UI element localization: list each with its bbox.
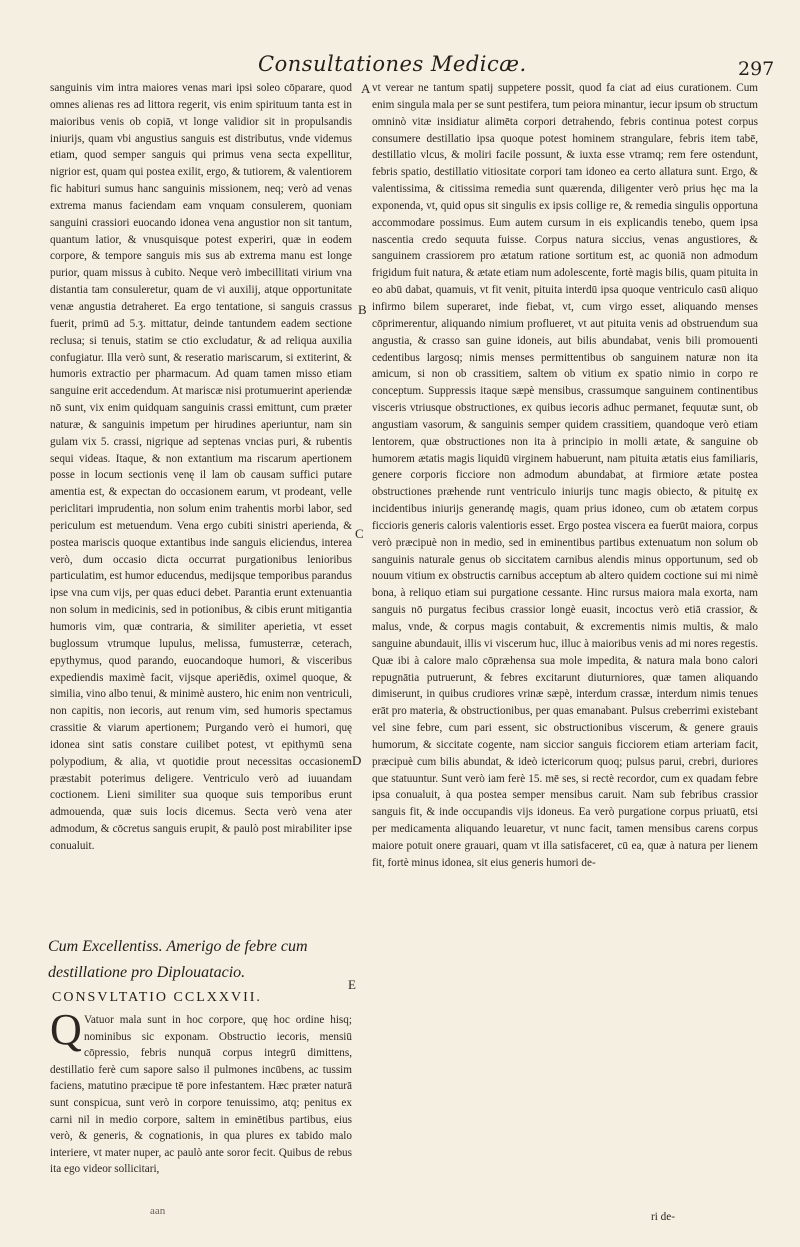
consultation-body-text: Vatuor mala sunt in hoc corpore, quę hoc ordine hisq; nominibus sic exponam. Obstructio iecoris, mensiū cōpressio, febris nunquā corpus integrū dimittens, destillatio ferè cum sapore salso il pulmones incūbens, ac tussim faciens, matutino præcipue tē pore infestantem. Hæc præter naturā sunt conspicua, sunt verò in corpore tenuissimo, atq; penitus ex carni nil in medio corpore, saltem in eminētibus partibus, eius verò, & generis, & cognationis, in qua plures ex tabido malo interiere, vt mater nuper, ac paulò ante soror fecit. Quibus de rebus ita ego videor sollicitari, <box>50 1014 352 1176</box>
signature-mark: aan <box>150 1205 166 1217</box>
right-column-text: vt verear ne tantum spatij suppetere possit, quod fa ciat ad eius curationem. Cum enim singula mala per se sunt pestifera, tum peiora minantur, iecur ipsum ob structum omninò vitæ insidiatur alimēta corpori detrahendo, febris continua potest corpus consumere destillatio ipsa quoque potest hominem strangulare, febris item tabē, destillatio vlcus, & moliri facile possunt, & iuxta esse vtramq; rem fere ostendunt, febris spatio, destillatio vitiositate corpori tam idoneo ea certo allatura sunt. Ergo, & valentissima, & citissima remedia sunt quærenda, diligenter verò prius hęc ma la exponenda, vt, quid opus sit singulis ex ipsis collige re, & remedia singulis opportuna accommodare possimus. Eum autem cursum in eis explicandis tenebo, quem ipsa nascentia credo sequuta fuisse. Corpus natura siccius, venas angustiores, & sanguinem crassiorem pro ætatum ratione sortitum est, ac quoniā non admodum frigidum fuit natura, & ætate etiam num adolescente, fortè magis bilis, quam pituita in eo abū dabat, quamuis, vt fit venit, pituita interdū ipsa quoque ventriculo casū aliquo infirmo bilem superaret, inde fiebat, vt, cum virgo esset, aliquando menses cōprimerentur, aliquando nimium proflueret, vt aut pituita venis ad obstruendum sua angustia, & crasso san guine idoneis, aut bilis abundabat, venis bili promouenti cedentibus largosq; nimis menses permittentibus ob sanguinem naturæ non ita amicum, si non ob crassitiem, saltem ob vitium ex spatio nimio in corpo re conceptum. Suppressis itaque sæpè mensibus, crassumque sanguinem continentibus visceris vtriusque obstructiones, ex quibus iecoris adhuc permanet, fequutæ sunt, ob angustiam vasorum, & sanguinis semper quidem crassitiem, quandoque verò etiam lentorem, quæ obstructiones non ita à principio in molli ætate, & sanguine ob humorem ætatis magis liquidū virginem habuerunt, nam pituita ætatis eius familiaris, genere corporis ficciore non admodum abundabat, at firmiore ætate postea obstructiones præhende runt ventriculo iniurijs tunc magis obiecto, & pituitę ex incidentibus iniurijs generandę magis, quam prius idoneo, cum ob ætatem corpus ficcioris generis caloris valentioris esset. Ergo postea viscera ea fuerūt maiora, corpus verò præcipuè non in medio, sed in eminentibus partibus extenuatum non solum ob sanguinis naturale genus ob siccitatem carnibus alendis minus opportunum, sed ob nouum vitium ex obstructis carnibus acceptum ab altero quidem coctione sui mi nimè bona, à reliquo etiam sui purgatione cessante. Hinc rursus maiora mala exorta, nam sanguis nō purgatus fecibus crassior longè euasit, incoctus verò etiā crassior, & malus, vnde, & corpus magis contabuit, & excrementis nimis multis, & malo sanguine abundauit, illis vi viscerum huc, illuc à maioribus venis ad mi nores regestis. Quæ ibi à calore malo cōpræhensa sua mole impedita, & natura mala bono calori repugnātia putruerunt, & febres excitarunt diuturniores, quæ tamen aliquando dimiserunt, in quibus crudiores vrinæ sæpè, interdum crassæ, interdum nimis tenues erāt pro materia, & obstructionibus, per quas emanabant. Pulsus creberrimi existebant vel sine febre, cum pari essent, sic obstructionibus viscerum, & genere grauis humorum, & siccitate cogente, nam siccior sanguis ficciorem etiam arteriam facit, præcipuè cum bilis abundat, & ideò ictericorum quoq; pulsus parui, crebri, duriores que statuuntur. Sunt verò iam ferè 15. mē ses, si rectè recordor, cum ex quadam febre ipsa conualuit, à qua postea semper mensibus caruit. Nam sub febribus crassior sanguis fit, & inde occupandis vijs idoneus. Ea verò purgatione corpus priuatū, etsi per medicamenta aliquando leuaretur, vt nunc facit, tamen mensibus carens corpus maiore potuit onere grauari, quam vt illa satisfaceret, cū ea, quæ à natura per lienem fit, fortè minus idonea, sit eius generis humori de- <box>372 82 758 869</box>
margin-marker-e: E <box>348 977 356 992</box>
left-column-text: sanguinis vim intra maiores venas mari ipsi soleo cōparare, quod omnes alienas res ad littora regerit, vis enim spirituum tanta est in maioribus venis ob copiā, vt longe validior sit in propulsandis iniurijs, quam vbi angustius sanguis est distributus, vnde videmus etiam, quod semper sanguis qui primus vena secta expellitur, nigrior est, quam qui postea exilit, ergo, & tutiorem, & valentiorem fic habituri sumus hanc sanguinis missionem, neq; verò ad venas extrema manus faciendam eam vnquam consulerem, quoniam sanguini crassiori euocando idonea vena angustior non sit tantum, quantum latior, & vnusquisque potest experiri, quæ in eodem corpore, & tempore sanguis mis sus ab extrema manu est longe purior, quam missus à cubito. Neque verò imbecillitati virium vna distantia tam consuleretur, quam de vi auxilij, atque opportunitate venæ angustia detraheret. Ea ergo tentatione, si sanguis crassus fuerit, primū ad 5.ʒ. mittatur, deinde tantundem eadem sectione reclusa; si tenuis, statim se ctio excludatur, & ad reliqua auxilia confugiatur. Illa verò sunt, & reseratio mariscarum, si extiterint, & humoris extractio per pharmacum. Ad quam tamen misso etiam sanguine erit accedendum. At mariscæ nisi protumuerint aperiendæ nō sunt, vix enim quidquam sanguinis crassi emittunt, cum præter naturæ, & sanguinis impetum per hirudines aperiuntur, nam sin gulam vix 5. crassi, nigrique ad septenas vncias puri, & rubentis sequi videas. Itaque, & non extantium ma riscarum apertionem posse in locum sectionis venę il lam ob causam suffici putare amentia est, & expectan do occasionem earum, vt prodeant, velle periclitari imprudentia, non solum enim trahentis morbi labor, sed periculum est metuendum. Vena ergo cubiti sinistri aperienda, & postea mariscis quoque extantibus inde sanguis eliciendus, interea verò, dum occasio dicta occurrat purgationibus lenioribus particulatim, est humor educendus, medijsque temporibus parandus ipse vna cum vijs, per quas educi debet. Parantia erunt extenuantia non solum in medicinis, sed in potionibus, & cibis erunt mitigantia humoris vim, quæ contraria, & similiter aperietia, vt esset buglossum vtrumque lupulus, melissa, fumusterræ, ceterach, epythymus, quod parando, euocandoque humori, & visceribus expediendis maximè facit, vijsque aperiēdis, oximel quoque, & similia, vino albo tenui, & minimè austero, hic enim non ventriculi, non capitis, non iecoris, aut renum vim, sed humoris spectamus crassitie & viarum apertionem; Purgando verò ei humori, quę idonea sint satis constare cuilibet potest, vt epithymū sena polypodium, & alia, vt quotidie prout necessitas occasionem præstabit poterimus deligere. Ventriculo verò ad iuuandam coctionem. Lieni similiter sua quoque suis temporibus erunt admouenda, quæ suis locis dicemus. Secta verò vena ater admodum, & cōcretus sanguis erupit, & paulò post mirabiliter ipse conualuit. <box>50 82 353 852</box>
running-title: Consultationes Medicæ. <box>258 52 527 76</box>
margin-marker-b: B <box>358 302 367 317</box>
left-column <box>50 80 352 855</box>
drop-cap-space <box>50 1012 84 1052</box>
consultation-body <box>50 1012 352 1178</box>
catchword: ri de- <box>651 1211 675 1223</box>
page-number: 297 <box>738 58 775 80</box>
margin-marker-d: D <box>352 753 362 768</box>
right-column <box>372 80 758 872</box>
margin-marker-a: A <box>361 81 371 96</box>
page-header <box>0 50 800 84</box>
consultation-number: CONSVLTATIO CCLXXVII. <box>52 990 262 1005</box>
margin-marker-c: C <box>355 526 364 541</box>
consultation-title: Cum Excellentiss. Amerigo de febre cum destillatione pro Diplouatacio. <box>48 938 308 981</box>
drop-cap-initial: Q <box>50 1005 82 1054</box>
